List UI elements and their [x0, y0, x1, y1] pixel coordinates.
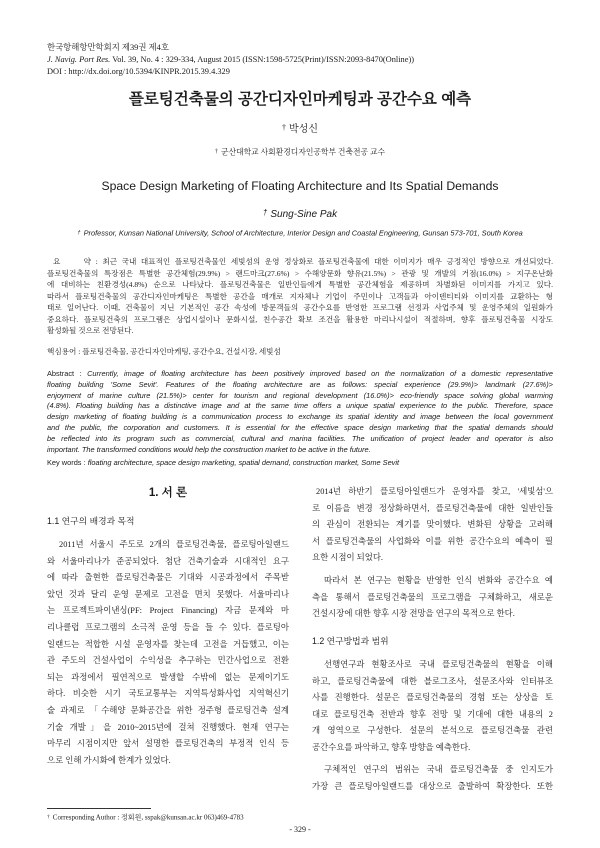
body-line: 와 서울마리나가 준공되었다. 첨단 건축기술과 시대적인 요구 [47, 556, 289, 566]
body-line: 았던 것과 달리 운영 문제로 고전을 면치 못했다. 서울마리나 [47, 589, 289, 599]
keywords-en-text: floating architecture, space design marketing, spatial demand, construction market, Some Sevit [87, 458, 400, 467]
body-line: 사를 진행한다. 설문은 플로팅건축물의 경험 또는 상상을 토 [312, 693, 553, 703]
body-line: 되는 과정에서 필연적으로 발생할 수밖에 없는 문제이기도 [47, 672, 289, 682]
body-line: 가장 큰 플로팅아일랜드를 대상으로 출발하여 확장한다. 또한 [312, 781, 553, 791]
section-heading-introduction: 1. 서 론 [148, 487, 188, 499]
body-line: 공간수요를 파악하고, 향후 방향을 예측한다. [312, 742, 471, 752]
abstract-en-text: Currently, image of floating architecture has been positively improved based on the normalization of a domestic representative [87, 369, 553, 378]
abstract-ko-first-line [47, 256, 553, 268]
right-column-paragraph-1 [312, 484, 553, 567]
abstract-en [47, 369, 553, 455]
body-line: 측을 통해서 플로팅건축물의 프로그램을 구체화하고, 새로운 [312, 592, 553, 602]
body-line: 개 영역으로 구성한다. 설문의 분석으로 플로팅건축물 관련 [312, 726, 553, 736]
abstract-ko-line: 따라서 플로팅건축물의 공간디자인마케팅은 특별한 공간을 매개로 지자체나 기업이 주민이나 고객들과 아이덴티티와 이미지를 교환하는 형 [47, 291, 553, 301]
body-line: 서 플로팅건축물의 사업화와 이를 위한 공간수요의 예측이 필 [312, 536, 553, 546]
abstract-en-line: enjoyment of marine culture (21.5%)> center for tourism and regional development (16.0%)> eco-friendly space solving global warming [47, 390, 553, 400]
abstract-en-first-line [47, 369, 553, 380]
dagger-mark: † [282, 123, 286, 132]
author-name-ko: 박성신 [289, 124, 318, 135]
corresponding-author-footnote [47, 812, 553, 822]
page-number: - 329 - [289, 825, 311, 834]
dagger-mark: † [262, 208, 268, 217]
journal-name-ko: 한국항해항만학회지 제39권 제4호 [47, 43, 169, 52]
body-line: 건설시장에 대한 향후 시장 전망을 연구의 목적으로 한다. [312, 609, 515, 619]
journal-abbreviation: J. Navig. Port Res. [47, 55, 111, 64]
affiliation-text-ko: 군산대학교 사회환경디자인공학부 건축전공 교수 [221, 147, 386, 157]
abstract-ko-line: 플로팅건축물의 특장점은 특별한 공간체험(29.9%) > 랜드마크(27.6%) > 수해양문화 향유(21.5%) > 관광 및 개발의 거점(16.0%) > 지구온난화 [47, 268, 553, 278]
body-line: 으로 인해 가시화에 한계가 있었다. [47, 755, 171, 765]
left-column-paragraph [47, 537, 289, 769]
abstract-en-line: important. The transformed conditions would help the construction market to be active in the future. [47, 444, 371, 454]
abstract-en-label: Abstract : [47, 369, 82, 378]
author-en [47, 206, 553, 222]
footnote-divider [47, 808, 151, 809]
body-line: 구체적인 연구의 범위는 국내 플로팅건축물 중 인지도가 [324, 765, 553, 774]
abstract-ko-line: 에 대비하는 친환경성(4.8%) 순으로 나타났다. 플로팅건축물은 일반인들에게 특별한 공간체험을 제공하며 차별화된 이미지를 가지고 있다. [47, 280, 553, 289]
body-line: 리나클럽 프로그램의 소극적 운영 등을 들 수 있다. 플로팅아 [47, 622, 289, 632]
volume-issue-pages: Vol. 39, No. 4 : 329-334, August 2015 (ISSN:1598-5725(Print)/ISSN:2093-8470(Online)) [112, 55, 415, 64]
journal-header [47, 42, 553, 78]
keywords-ko-label: 핵심용어 : [47, 347, 81, 356]
body-line: 하다. 비슷한 시기 국토교통부는 지역특성화사업 지역혁신기 [47, 689, 289, 699]
body-line: 는 프로젝트파이낸싱(PF: Project Financing) 자금 문제와 마 [47, 606, 289, 616]
affiliation-ko [47, 145, 553, 160]
abstract-ko-line: 태로 일어난다. 이때, 건축물이 지닌 기본적인 공간 속성에 방문객들의 공간수요를 반영한 프로그램 선정과 사업주체 및 운영주체의 일원화가 [47, 303, 553, 312]
body-line: 기술 개발」을 2010~2015년에 걸쳐 진행했다. 현재 연구는 [47, 722, 289, 732]
subsection-heading-method: 1.2 연구방법과 범위 [312, 636, 389, 646]
body-line: 술 과제로 「수해양 문화공간을 위한 정주형 플로팅건축 설계 [47, 705, 289, 715]
subsection-heading-background: 1.1 연구의 배경과 목적 [47, 516, 135, 526]
body-line: 따라서 본 연구는 현황을 반영한 인식 변화와 공간수요 예 [324, 576, 553, 585]
body-line: 선행연구과 현황조사로 국내 플로팅건축물의 현황을 이해 [324, 660, 553, 669]
keywords-ko [47, 346, 553, 358]
keywords-en [47, 457, 553, 469]
abstract-en-line: design marketing of floating building is a communication process to exchange its spatial identity and image between the local government [47, 412, 553, 422]
dagger-mark: † [214, 148, 219, 155]
affiliation-en [47, 227, 553, 239]
body-line: 요한 시점이 되었다. [312, 553, 384, 563]
paper-title-ko: 플로팅건축물의 공간디자인마케팅과 공간수요 예측 [128, 91, 472, 108]
body-line: 에 따라 출현한 플로팅건축물은 기대와 시공과정에서 주목받 [47, 573, 289, 583]
abstract-en-line: be reflected into its program such as commercial, cultural and marina facilities. The unification of project leader and operator is also [47, 433, 553, 443]
author-name-en: Sung-Sine Pak [270, 209, 338, 220]
paper-title-en: Space Design Marketing of Floating Architecture and Its Spatial Demands [101, 179, 499, 193]
abstract-en-body [47, 380, 553, 456]
body-line: 일랜드는 적합한 시설 운영자를 찾는데 고전을 거듭했고, 이는 [47, 639, 289, 649]
abstract-ko-line: 중요하다. 플로팅건축의 프로그램은 상업시설이나 문화시설, 친수공간 확보 조건을 활용한 마리나시설이 적절하며, 향후 플로팅건축물 시장도 [47, 314, 553, 324]
footnote-text: Corresponding Author : 정회원, sspak@kunsan.ac.kr 063)469-4783 [52, 813, 244, 822]
journal-citation [47, 54, 553, 66]
abstract-en-line: and the public, the corporation and customers. It is essential for the effective space design marketing that the spatial demands should [47, 422, 553, 432]
keywords-en-label: Key words : [47, 458, 86, 467]
doi-link[interactable]: DOI : http://dx.doi.org/10.5394/KINPR.2015.39.4.329 [47, 67, 230, 76]
right-column-paragraph-4 [312, 762, 553, 795]
body-line: 마무리 시점이지만 앞서 설명한 플로팅건축의 부정적 인식 등 [47, 739, 289, 749]
abstract-ko-line: 활성화될 것으로 전망된다. [47, 326, 134, 335]
right-column-paragraph-3 [312, 657, 553, 757]
abstract-ko-body [47, 268, 553, 337]
affiliation-text-en: Professor, Kunsan National University, School of Architecture, Interior Design and Coastal Engineering, Gunsan 573-701, South Korea [83, 228, 523, 238]
abstract-en-line: (4.8%). Floating building has a distinctive image and at the same time offers a unique spatial experience to the public. Therefore, space [47, 401, 553, 411]
author-ko [47, 120, 553, 138]
dagger-mark: † [77, 230, 81, 236]
abstract-ko-label: 요 약 : [53, 257, 98, 266]
body-line: 로 이름을 변경 정상화하면서, 플로팅건축물에 대한 일반인들 [312, 503, 553, 513]
body-line: 관 주도의 건설사업이 수익성을 추구하는 민간사업으로 전환 [47, 656, 289, 666]
body-line: 대로 플로팅건축 전반과 향후 전망 및 기대에 대한 내용의 2 [312, 709, 553, 719]
body-line: 하고, 플로팅건축물에 대한 블로그조사, 설문조사와 인터뷰조 [312, 676, 553, 686]
abstract-en-line: floating building 'Some Sevit'. Features of the floating architecture are as follows: special experience (29.9%)> landmark (27.6%)> [47, 379, 553, 389]
body-line: 2014년 하반기 플로팅아일랜드가 운영자를 찾고, '세빛섬'으 [316, 487, 553, 496]
body-line: 2011년 서울시 주도로 2개의 플로팅건축물, 플로팅아일랜드 [59, 540, 289, 549]
dagger-mark: † [47, 814, 50, 820]
abstract-ko-text: 최근 국내 대표적인 플로팅건축물인 세빛섬의 운영 정상화로 플로팅건축물에 대한 이미지가 매우 긍정적인 방향으로 개선되었다. [102, 257, 553, 266]
abstract-ko [47, 256, 553, 337]
body-line: 의 관심이 전환되는 계기를 맞이했다. 변화된 상황을 고려해 [312, 520, 553, 530]
keywords-ko-text: 플로팅건축물, 공간디자인마케팅, 공간수요, 건설시장, 세빛섬 [82, 347, 281, 356]
right-column-paragraph-2 [312, 573, 553, 623]
